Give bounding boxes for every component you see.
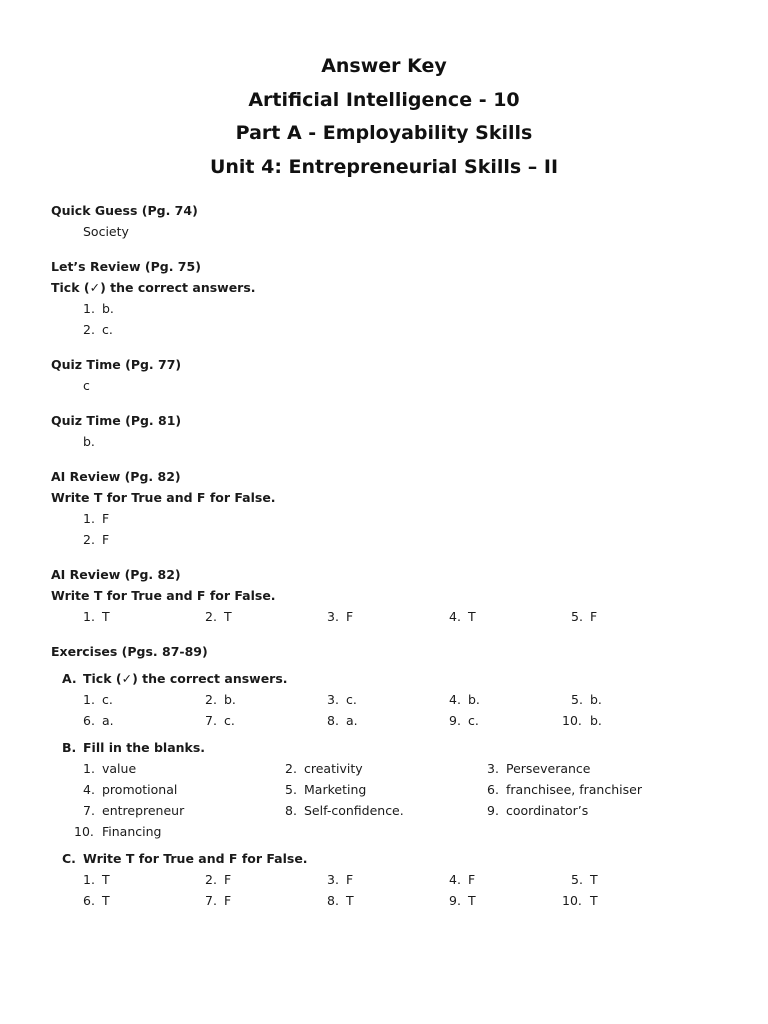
answer-cell: [449, 869, 571, 890]
item-number: 9.: [449, 713, 461, 728]
item-answer: Self-confidence.: [304, 803, 404, 818]
answer-cell: [327, 689, 449, 710]
answer-content: [51, 200, 731, 925]
answer-cell: [285, 758, 487, 779]
item-number: 5.: [285, 782, 297, 797]
answer-row: [62, 779, 731, 800]
exercise-part-b: [62, 737, 731, 842]
exercises-section: [51, 641, 731, 911]
section-instruction: Write T for True and F for False.: [51, 588, 276, 603]
item-answer: Marketing: [304, 782, 367, 797]
answer-cell: [205, 890, 327, 911]
part-instruction-text: Fill in the blanks.: [83, 740, 206, 755]
answer-cell: [449, 890, 571, 911]
list-item: [83, 508, 731, 529]
item-answer: c.: [102, 322, 113, 337]
answer-cell: [487, 779, 689, 800]
answer-cell: [327, 710, 449, 731]
item-number: 10.: [562, 713, 582, 728]
item-answer: T: [102, 872, 110, 887]
item-answer: coordinator’s: [506, 803, 589, 818]
item-answer: F: [224, 872, 232, 887]
answer-cell: [327, 869, 449, 890]
answer-list: [51, 508, 731, 550]
item-answer: T: [102, 893, 110, 908]
item-number: 9.: [449, 893, 461, 908]
item-answer: b.: [224, 692, 236, 707]
item-number: 7.: [205, 893, 217, 908]
part-instruction-text: Write T for True and F for False.: [83, 851, 308, 866]
answer-text: Society: [83, 224, 129, 239]
section-heading: Quiz Time (Pg. 77): [51, 357, 182, 372]
answer-cell: [83, 606, 205, 627]
item-answer: c.: [102, 692, 113, 707]
item-answer: F: [102, 511, 110, 526]
item-number: 2.: [285, 761, 297, 776]
item-answer: a.: [102, 713, 114, 728]
answer-cell: [205, 689, 327, 710]
answer-cell: [83, 779, 285, 800]
answer-cell: [571, 689, 693, 710]
item-answer: Financing: [102, 824, 162, 839]
item-number: 2.: [83, 532, 95, 547]
item-answer: T: [590, 893, 598, 908]
item-number: 7.: [83, 803, 95, 818]
exercise-part-a: [62, 668, 731, 731]
answer-cell: [562, 890, 693, 911]
answer-cell: [487, 800, 689, 821]
item-answer: Perseverance: [506, 761, 591, 776]
answer-row: [62, 758, 731, 779]
quiz-time-77-section: [51, 354, 731, 396]
answer-list: [51, 298, 731, 340]
answer-cell: [205, 606, 327, 627]
answer-row: [62, 710, 731, 731]
exercise-part-c: [62, 848, 731, 911]
answer-cell: [285, 779, 487, 800]
item-answer: T: [468, 893, 476, 908]
item-answer: c.: [468, 713, 479, 728]
answer-cell: [327, 890, 449, 911]
item-answer: b.: [468, 692, 480, 707]
item-answer: b.: [590, 692, 602, 707]
answer-row: [62, 869, 731, 890]
item-number: 5.: [571, 872, 583, 887]
quick-guess-section: [51, 200, 731, 242]
item-number: 6.: [83, 713, 95, 728]
item-number: 2.: [205, 609, 217, 624]
answer-cell: [285, 800, 487, 821]
answer-cell: [562, 710, 693, 731]
item-answer: b.: [590, 713, 602, 728]
answer-cell: [449, 689, 571, 710]
item-answer: T: [102, 609, 110, 624]
part-instruction: [62, 668, 731, 689]
answer-cell: [74, 821, 285, 842]
item-answer: c.: [224, 713, 235, 728]
item-number: 8.: [327, 893, 339, 908]
item-number: 4.: [83, 782, 95, 797]
item-number: 5.: [571, 609, 583, 624]
item-number: 1.: [83, 872, 95, 887]
doc-title: Answer Key: [321, 55, 447, 77]
item-number: 2.: [83, 322, 95, 337]
item-number: 4.: [449, 872, 461, 887]
item-number: 2.: [205, 872, 217, 887]
item-answer: a.: [346, 713, 358, 728]
item-number: 1.: [83, 761, 95, 776]
item-number: 7.: [205, 713, 217, 728]
quiz-time-81-section: [51, 410, 731, 452]
answer-cell: [571, 869, 693, 890]
lets-review-section: [51, 256, 731, 340]
item-number: 3.: [327, 872, 339, 887]
answer-cell: [205, 710, 327, 731]
item-answer: F: [468, 872, 476, 887]
section-heading: Exercises (Pgs. 87-89): [51, 644, 208, 659]
item-number: 3.: [487, 761, 499, 776]
item-number: 8.: [285, 803, 297, 818]
item-answer: T: [590, 872, 598, 887]
answer-cell: [205, 869, 327, 890]
item-number: 5.: [571, 692, 583, 707]
item-answer: value: [102, 761, 137, 776]
part-instruction: [62, 848, 731, 869]
document-header: [0, 0, 768, 184]
item-number: 6.: [83, 893, 95, 908]
item-number: 4.: [449, 692, 461, 707]
list-item: [83, 319, 731, 340]
answer-row: [62, 689, 731, 710]
section-heading: AI Review (Pg. 82): [51, 469, 181, 484]
item-answer: c.: [346, 692, 357, 707]
section-heading: Quiz Time (Pg. 81): [51, 413, 182, 428]
list-item: [83, 298, 731, 319]
item-answer: creativity: [304, 761, 363, 776]
answer-row: [51, 606, 731, 627]
item-answer: F: [102, 532, 110, 547]
answer-text: b.: [83, 434, 95, 449]
answer-row: [62, 800, 731, 821]
item-number: 3.: [327, 692, 339, 707]
item-answer: T: [468, 609, 476, 624]
answer-cell: [449, 710, 571, 731]
answer-row: [62, 890, 731, 911]
answer-cell: [83, 758, 285, 779]
item-number: 9.: [487, 803, 499, 818]
section-heading: Quick Guess (Pg. 74): [51, 203, 198, 218]
part-letter: A.: [62, 671, 77, 686]
section-instruction: Tick (✓) the correct answers.: [51, 280, 256, 295]
item-number: 6.: [487, 782, 499, 797]
item-number: 8.: [327, 713, 339, 728]
item-answer: franchisee, franchiser: [506, 782, 642, 797]
item-answer: entrepreneur: [102, 803, 185, 818]
item-number: 2.: [205, 692, 217, 707]
item-number: 10.: [74, 824, 94, 839]
item-answer: b.: [102, 301, 114, 316]
answer-text: c: [83, 378, 90, 393]
item-answer: F: [590, 609, 598, 624]
item-answer: F: [346, 609, 354, 624]
doc-unit: Unit 4: Entrepreneurial Skills – II: [209, 155, 559, 178]
doc-part: Part A - Employability Skills: [235, 122, 533, 144]
section-heading: Let’s Review (Pg. 75): [51, 259, 201, 274]
ai-review-1-section: [51, 466, 731, 550]
section-instruction: Write T for True and F for False.: [51, 490, 276, 505]
answer-cell: [83, 890, 205, 911]
answer-cell: [83, 710, 205, 731]
part-letter: B.: [62, 740, 77, 755]
answer-cell: [327, 606, 449, 627]
answer-cell: [571, 606, 693, 627]
item-number: 1.: [83, 511, 95, 526]
part-instruction-text: Tick (✓) the correct answers.: [83, 671, 288, 686]
part-instruction: [62, 737, 731, 758]
ai-review-2-section: [51, 564, 731, 627]
list-item: [83, 529, 731, 550]
answer-cell: [83, 800, 285, 821]
section-heading: AI Review (Pg. 82): [51, 567, 181, 582]
item-number: 10.: [562, 893, 582, 908]
item-answer: F: [224, 893, 232, 908]
item-answer: T: [346, 893, 354, 908]
item-answer: promotional: [102, 782, 178, 797]
answer-row: [62, 821, 731, 842]
answer-cell: [83, 689, 205, 710]
item-number: 1.: [83, 609, 95, 624]
item-answer: T: [224, 609, 232, 624]
item-number: 1.: [83, 692, 95, 707]
item-number: 4.: [449, 609, 461, 624]
part-letter: C.: [62, 851, 76, 866]
doc-subject: Artificial Intelligence - 10: [248, 88, 520, 111]
item-answer: F: [346, 872, 354, 887]
answer-cell: [449, 606, 571, 627]
item-number: 1.: [83, 301, 95, 316]
answer-cell: [83, 869, 205, 890]
item-number: 3.: [327, 609, 339, 624]
answer-cell: [487, 758, 689, 779]
